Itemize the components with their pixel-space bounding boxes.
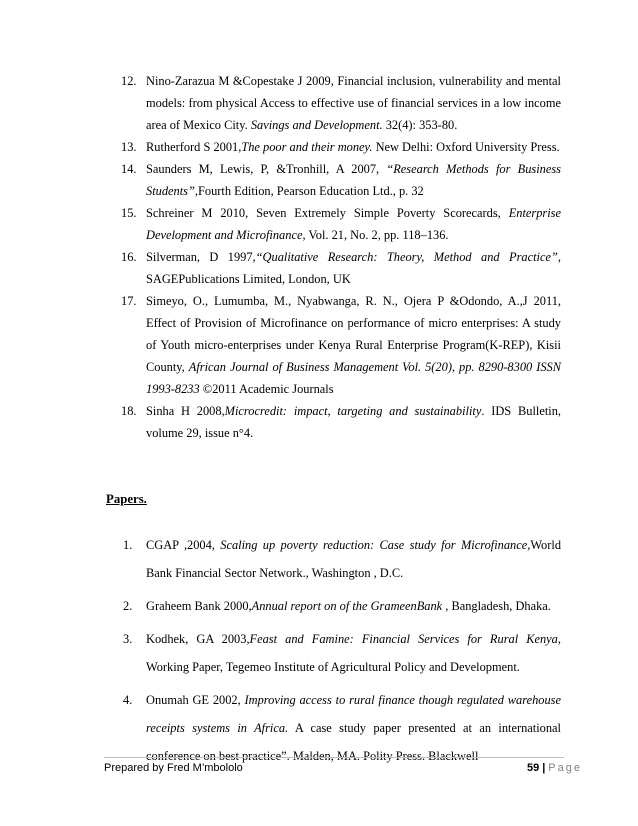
- reference-item-text: ©2011 Academic Journals: [199, 382, 334, 396]
- reference-item-text: Saunders M, Lewis, P, &Tronhill, A 2007,: [146, 162, 387, 176]
- paper-item-text: Kodhek, GA 2003,: [146, 632, 250, 646]
- reference-item: [106, 70, 561, 136]
- paper-item-text: Onumah GE 2002,: [146, 693, 245, 707]
- papers-list: [106, 531, 561, 775]
- reference-item-text: Simeyo, O., Lumumba, M., Nyabwanga, R. N., Ojera P &Odondo, A.,J 2011, Effect of Provision of Microfinance on performance of micro enterprises: A study of Youth micro-enterprises under Kenya Rural Enterprise Program(K-REP), Kisii County,: [146, 294, 561, 374]
- reference-item: [106, 158, 561, 202]
- paper-item-title-italic: Feast and Famine: Financial Services for Rural Kenya: [249, 632, 558, 646]
- footer-page-number: [527, 762, 582, 774]
- paper-item: [106, 592, 561, 620]
- page-word: Page: [548, 762, 582, 774]
- footer-author: Prepared by Fred M’mbololo: [104, 762, 243, 774]
- reference-item-title-italic: Microcredit: impact, targeting and sustainability: [224, 404, 482, 418]
- page-number: 59: [526, 762, 540, 774]
- paper-item-text: Graheem Bank 2000,: [146, 599, 252, 613]
- reference-item-text: New Delhi: Oxford University Press.: [372, 140, 560, 154]
- reference-item-text: Schreiner M 2010, Seven Extremely Simple Poverty Scorecards,: [146, 206, 509, 220]
- paper-item-title-italic: Annual report on of the GrameenBank: [251, 599, 443, 613]
- reference-item-text: Rutherford S 2001,: [146, 140, 242, 154]
- reference-item-number: 18.: [121, 404, 137, 418]
- paper-item-number: 4.: [123, 693, 133, 707]
- paper-item-number: 2.: [123, 599, 133, 613]
- reference-item-text: Nino-Zarazua M &Copestake J 2009, Financial inclusion, vulnerability and mental models: from physical Access to effective use of financial services in a low income area of Mexico City.: [146, 74, 561, 132]
- paper-item-number: 3.: [123, 632, 133, 646]
- reference-item-number: 17.: [121, 294, 137, 308]
- reference-item: [106, 400, 561, 444]
- paper-item-title-italic: Scaling up poverty reduction: Case study for Microfinance: [220, 538, 528, 552]
- reference-item-text: . IDS Bulletin, volume 29, issue n°4.: [146, 404, 562, 440]
- reference-item-title-italic: Enterprise Development and Microfinance: [146, 206, 561, 242]
- reference-item-title-italic: Savings and Development.: [250, 118, 383, 132]
- reference-item-title-italic: The poor and their money.: [241, 140, 373, 154]
- reference-item: [106, 202, 561, 246]
- reference-item-number: 13.: [121, 140, 137, 154]
- paper-item-text: , Bangladesh, Dhaka.: [442, 599, 551, 613]
- reference-item-text: Silverman, D 1997,: [146, 250, 256, 264]
- reference-item-text: Sinha H 2008,: [146, 404, 225, 418]
- reference-item-number: 15.: [121, 206, 137, 220]
- paper-item-text: CGAP ,2004,: [146, 538, 221, 552]
- reference-item-number: 12.: [121, 74, 137, 88]
- reference-item-text: , Vol. 21, No. 2, pp. 118–136.: [302, 228, 449, 242]
- reference-item-number: 16.: [121, 250, 137, 264]
- paper-item-number: 1.: [123, 538, 133, 552]
- reference-list: [106, 70, 561, 444]
- reference-item-title-italic: African Journal of Business Management Vol. 5(20), pp. 8290-8300 ISSN 1993-8233: [146, 360, 561, 396]
- reference-item-text: 32(4): 353-80.: [382, 118, 458, 132]
- paper-item-text: , Working Paper, Tegemeo Institute of Agricultural Policy and Development.: [146, 632, 561, 674]
- reference-item: [106, 136, 561, 158]
- paper-item: [106, 625, 561, 681]
- page-separator: |: [542, 762, 546, 774]
- paper-item-text: A case study paper presented at an international conference on best practice”. Malden, MA. Polity Press. Blackwell: [146, 721, 561, 763]
- reference-item: [106, 246, 561, 290]
- reference-item-title-italic: “Qualitative Research: Theory, Method and Practice”: [255, 250, 558, 264]
- section-title-papers: Papers.: [106, 492, 147, 506]
- paper-item-text: ,World Bank Financial Sector Network., Washington , D.C.: [146, 538, 562, 580]
- reference-item-number: 14.: [121, 162, 137, 176]
- paper-item-title-italic: Improving access to rural finance though regulated warehouse receipts systems in Africa.: [146, 693, 561, 735]
- reference-item: [106, 290, 561, 400]
- paper-item: [106, 531, 561, 587]
- reference-item-text: ,Fourth Edition, Pearson Education Ltd., p. 32: [194, 184, 424, 198]
- reference-item-title-italic: “Research Methods for Business Students”: [146, 162, 561, 198]
- footer-divider: [104, 757, 564, 758]
- reference-item-text: , SAGEPublications Limited, London, UK: [146, 250, 561, 286]
